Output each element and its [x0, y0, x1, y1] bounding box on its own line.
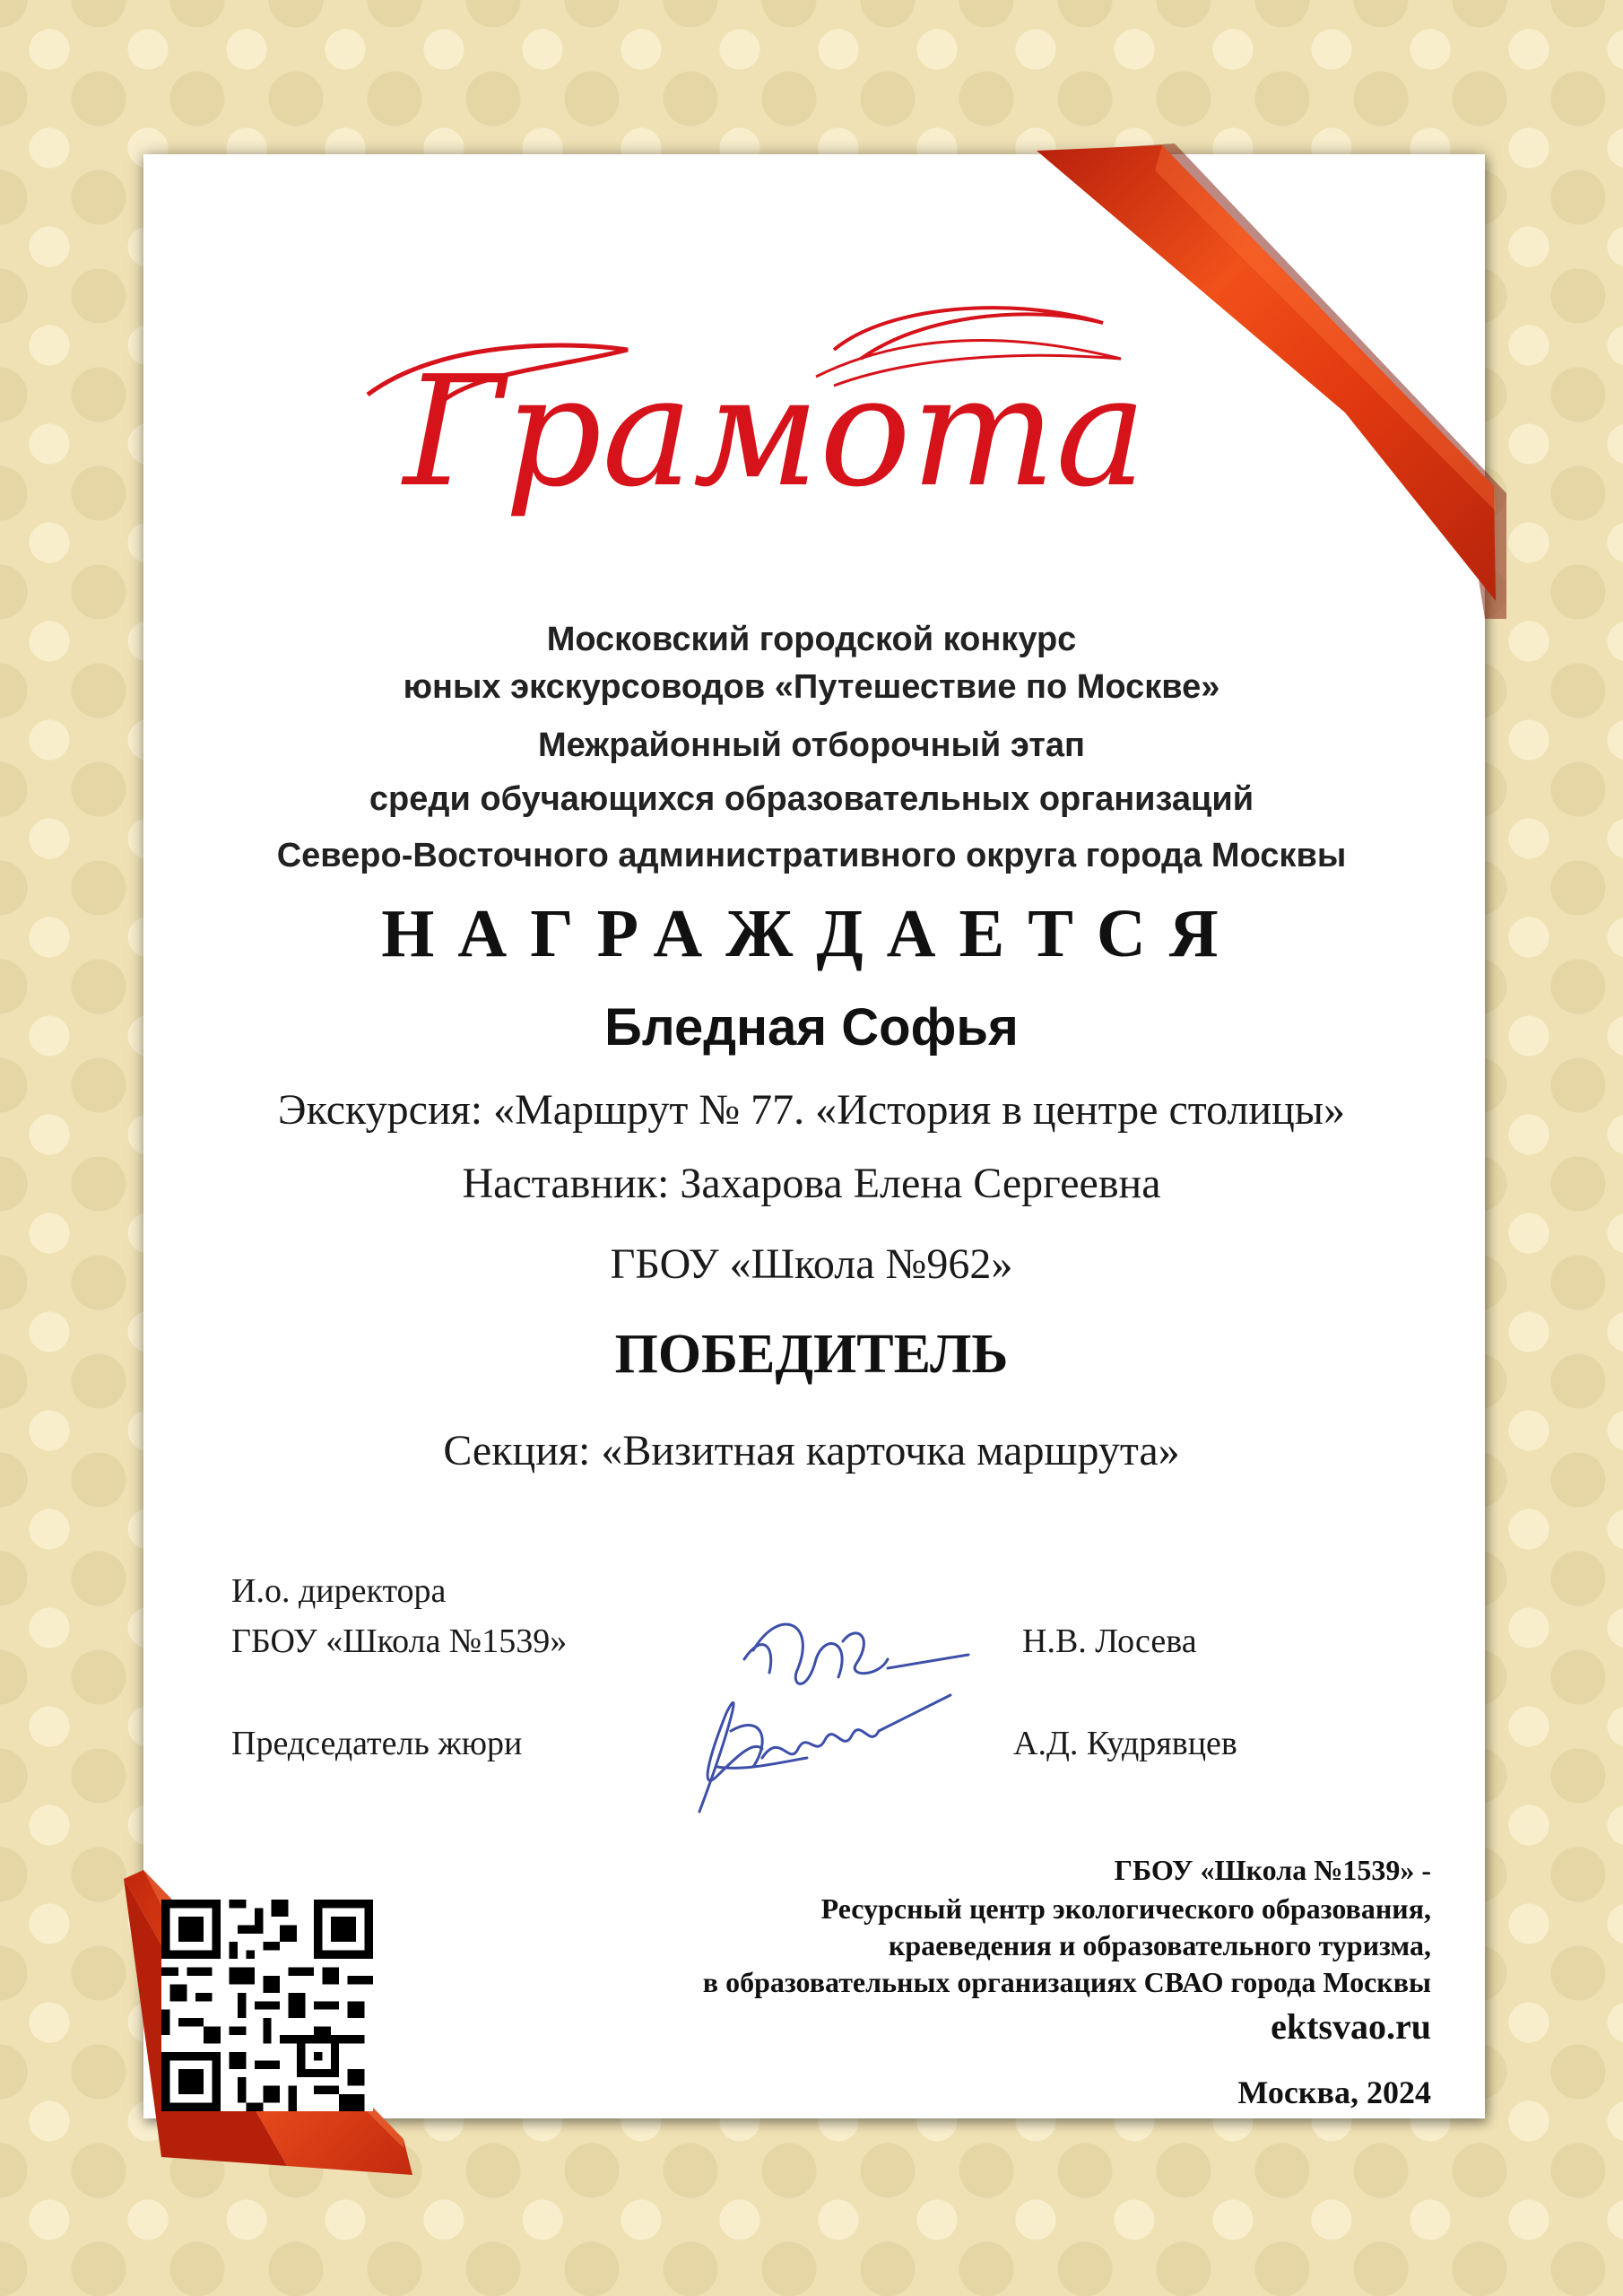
footer-line-4: в образовательных организациях СВАО города Москвы	[702, 1966, 1431, 1998]
svg-text:Грамота: Грамота	[404, 344, 1147, 521]
footer-line-3: краеведения и образовательного туризма,	[888, 1929, 1431, 1961]
school-line: ГБОУ «Школа №962»	[610, 1240, 1013, 1288]
qr-code-icon[interactable]	[161, 1900, 373, 2111]
website-link[interactable]: ektsvao.ru	[1271, 2006, 1431, 2047]
footer-line-2: Ресурсный центр экологического образования,	[820, 1892, 1431, 1925]
organizer-line-1: Московский городской конкурс	[546, 621, 1077, 658]
footer-line-1: ГБОУ «Школа №1539» -	[1114, 1854, 1431, 1886]
jury-role: Председатель жюри	[231, 1725, 523, 1762]
director-role-line-1: И.о. директора	[231, 1572, 447, 1610]
result-heading: ПОБЕДИТЕЛЬ	[614, 1324, 1009, 1385]
mentor-line: Наставник: Захарова Елена Сергеевна	[462, 1160, 1161, 1207]
certificate-title	[332, 287, 1184, 556]
organizer-line-2: юных экскурсоводов «Путешествие по Москве»	[403, 668, 1220, 706]
organizer-line-4: среди обучающихся образовательных организаций	[369, 780, 1254, 818]
excursion-line: Экскурсия: «Маршрут № 77. «История в центре столицы»	[277, 1086, 1346, 1134]
director-role-line-2: ГБОУ «Школа №1539»	[231, 1622, 568, 1660]
director-name: Н.В. Лосева	[1022, 1622, 1197, 1660]
awarded-heading: НАГРАЖДАЕТСЯ	[381, 896, 1242, 971]
organizer-line-5: Северо-Восточного административного округа города Москвы	[276, 837, 1347, 874]
organizer-line-3: Межрайонный отборочный этап	[537, 726, 1086, 764]
section-line: Секция: «Визитная карточка маршрута»	[443, 1427, 1180, 1474]
signatures-image	[664, 1587, 986, 1857]
recipient-name: Бледная Софья	[604, 998, 1019, 1057]
city-year: Москва, 2024	[1237, 2074, 1431, 2110]
jury-name: А.Д. Кудрявцев	[1013, 1725, 1237, 1762]
